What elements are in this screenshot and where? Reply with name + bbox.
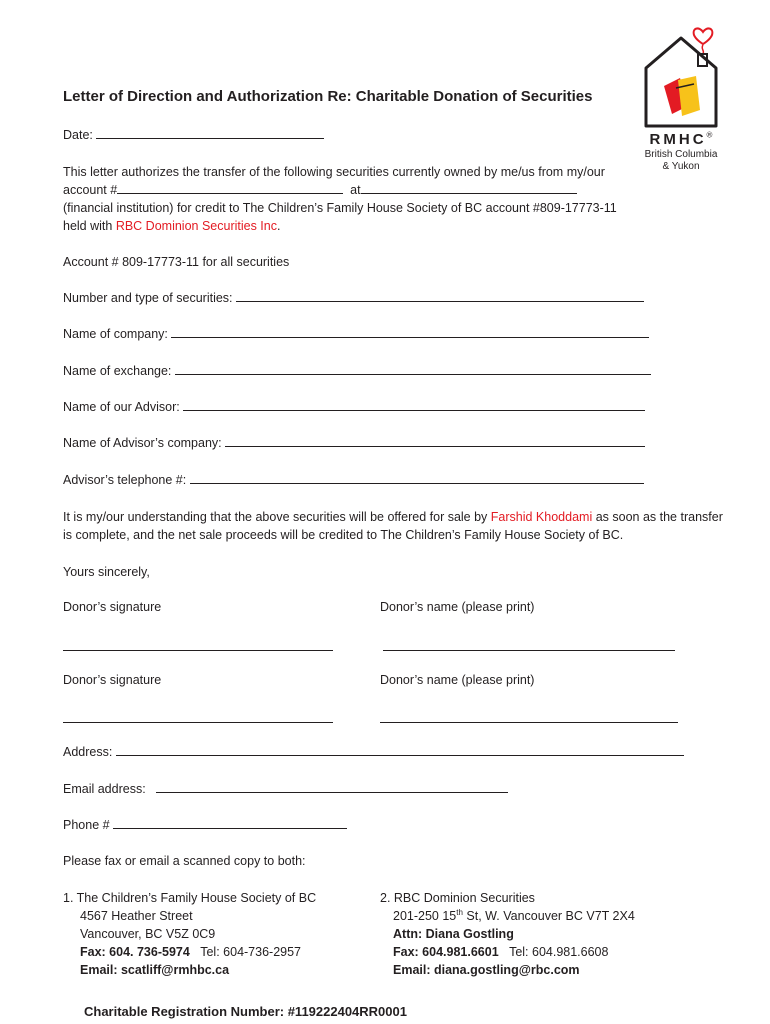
intro-line-2 bbox=[63, 181, 577, 199]
understanding-text-end: as soon as the transfer bbox=[592, 510, 723, 524]
donor-signature-label-2: Donor’s signature bbox=[63, 673, 162, 687]
donor-signature-field-1[interactable] bbox=[63, 638, 333, 651]
date-label: Date: bbox=[63, 128, 93, 142]
date-field[interactable] bbox=[96, 126, 324, 139]
contact2-street-rest: St, W. Vancouver BC V7T 2X4 bbox=[462, 909, 635, 923]
held-with-text: held with bbox=[63, 219, 116, 233]
donor-signature-label-1: Donor’s signature bbox=[63, 600, 162, 614]
field-label: Name of company: bbox=[63, 327, 168, 341]
contact1-name: 1. The Children’s Family House Society of BC bbox=[63, 891, 317, 905]
account-label: account # bbox=[63, 183, 118, 197]
contact2-street bbox=[393, 907, 635, 925]
advisor-name-highlight: Farshid Khoddami bbox=[490, 510, 593, 524]
ordinal-suffix: th bbox=[456, 907, 463, 917]
field-label: Name of our Advisor: bbox=[63, 400, 180, 414]
company-input[interactable] bbox=[171, 325, 649, 338]
logo-region-1: British Columbia bbox=[644, 149, 718, 160]
period: . bbox=[276, 219, 281, 233]
logo-wordmark: RMHC bbox=[649, 131, 707, 148]
heart-icon bbox=[694, 28, 713, 44]
at-label: at bbox=[350, 183, 361, 197]
account-line: Account # 809-17773-11 for all securities bbox=[63, 255, 290, 269]
address-row bbox=[63, 743, 684, 761]
exchange-input[interactable] bbox=[175, 362, 651, 375]
contact2-street-number: 201-250 15 bbox=[393, 909, 457, 923]
contact2-email[interactable]: Email: diana.gostling@rbc.com bbox=[393, 963, 580, 977]
securities-input[interactable] bbox=[236, 289, 644, 302]
field-label: Number and type of securities: bbox=[63, 291, 233, 305]
closing-text: Yours sincerely, bbox=[63, 565, 150, 579]
field-company bbox=[63, 325, 649, 343]
email-row bbox=[63, 780, 508, 798]
phone-row bbox=[63, 816, 347, 834]
account-number-field[interactable] bbox=[117, 181, 343, 194]
contact2-name: 2. RBC Dominion Securities bbox=[380, 891, 535, 905]
contact1-phones bbox=[80, 943, 301, 961]
field-label: Name of exchange: bbox=[63, 364, 172, 378]
date-row bbox=[63, 126, 324, 144]
rmhc-logo bbox=[636, 18, 726, 173]
house-hands-icon bbox=[636, 18, 726, 128]
contact1-email[interactable]: Email: scatliff@rmhbc.ca bbox=[80, 963, 230, 977]
donor-name-field-2[interactable] bbox=[380, 710, 678, 723]
registration-number: Charitable Registration Number: #119222404RR0001 bbox=[84, 1004, 407, 1019]
registered-mark: ® bbox=[706, 130, 713, 140]
field-exchange bbox=[63, 362, 651, 380]
donor-name-field-1[interactable] bbox=[383, 638, 675, 651]
address-label: Address: bbox=[63, 745, 113, 759]
donor-name-label-2: Donor’s name (please print) bbox=[380, 673, 535, 687]
donor-name-label-1: Donor’s name (please print) bbox=[380, 600, 535, 614]
contact1-city: Vancouver, BC V5Z 0C9 bbox=[80, 927, 216, 941]
fax-instruction: Please fax or email a scanned copy to both: bbox=[63, 854, 306, 868]
advisor-company-input[interactable] bbox=[225, 434, 645, 447]
intro-line-3: (financial institution) for credit to The Children’s Family House Society of BC account #809-17773-11 bbox=[63, 201, 617, 215]
field-advisor-company bbox=[63, 434, 645, 452]
field-label: Name of Advisor’s company: bbox=[63, 436, 222, 450]
phone-label: Phone # bbox=[63, 818, 110, 832]
contact1-tel: Tel: 604-736-2957 bbox=[200, 945, 302, 959]
understanding-line-2: is complete, and the net sale proceeds will be credited to The Children’s Family House Society of BC. bbox=[63, 528, 624, 542]
advisor-input[interactable] bbox=[183, 398, 645, 411]
understanding-text: It is my/our understanding that the above securities will be offered for sale by bbox=[63, 510, 491, 524]
email-label: Email address: bbox=[63, 782, 146, 796]
document-title: Letter of Direction and Authorization Re: Charitable Donation of Securities bbox=[63, 88, 593, 105]
advisor-phone-input[interactable] bbox=[190, 471, 644, 484]
field-securities bbox=[63, 289, 644, 307]
contact1-street: 4567 Heather Street bbox=[80, 909, 193, 923]
field-advisor bbox=[63, 398, 645, 416]
contact2-phones bbox=[393, 943, 608, 961]
contact1-fax: Fax: 604. 736-5974 bbox=[80, 945, 190, 959]
phone-input[interactable] bbox=[113, 816, 347, 829]
intro-line-4 bbox=[63, 217, 280, 235]
rbc-dominion-link: RBC Dominion Securities Inc bbox=[115, 219, 277, 233]
contact2-attn: Attn: Diana Gostling bbox=[393, 927, 514, 941]
intro-line-1: This letter authorizes the transfer of the following securities currently owned by me/us from my/our bbox=[63, 165, 605, 179]
institution-field[interactable] bbox=[361, 181, 577, 194]
donor-signature-field-2[interactable] bbox=[63, 710, 333, 723]
logo-region-2: & Yukon bbox=[662, 161, 700, 172]
field-label: Advisor’s telephone #: bbox=[63, 473, 187, 487]
email-input[interactable] bbox=[156, 780, 508, 793]
address-input[interactable] bbox=[116, 743, 684, 756]
contact2-tel: Tel: 604.981.6608 bbox=[509, 945, 609, 959]
understanding-line-1 bbox=[63, 508, 723, 526]
field-advisor-phone bbox=[63, 471, 644, 489]
contact2-fax: Fax: 604.981.6601 bbox=[393, 945, 499, 959]
